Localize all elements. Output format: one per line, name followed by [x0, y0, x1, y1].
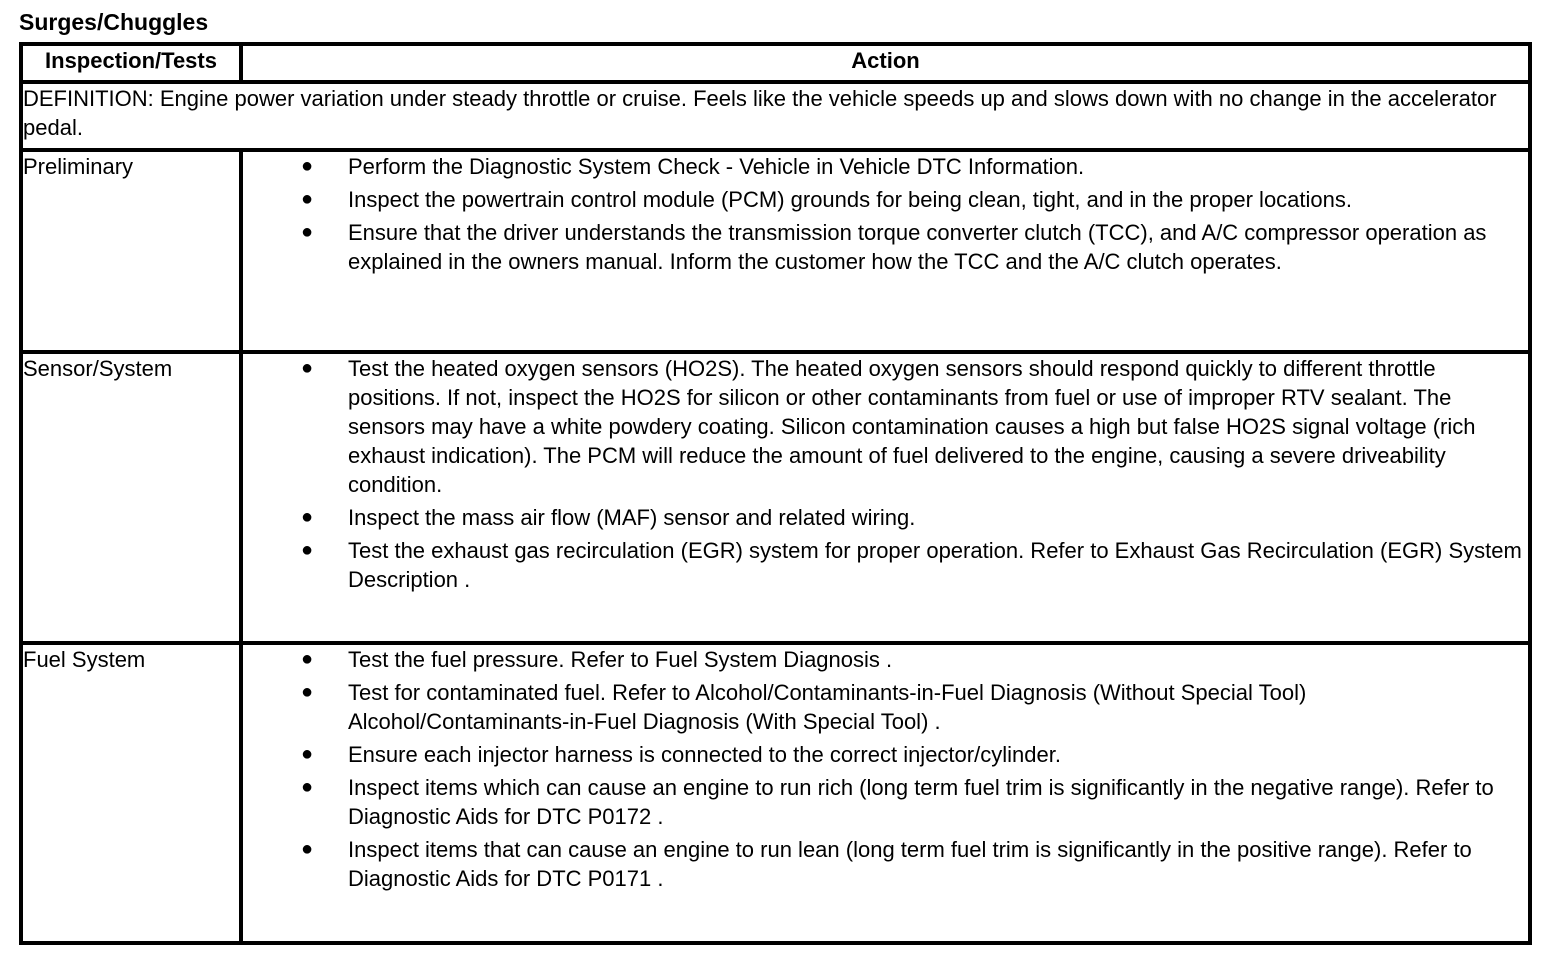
action-text: Ensure that the driver understands the transmission torque converter clutch (TCC), and A/C compressor operation as explained in the owners manual. Inform the customer how the TCC and the A/C clutch operates.	[348, 220, 1487, 274]
action-list	[243, 152, 1528, 276]
bullet-icon: ●	[301, 539, 314, 561]
table-row	[21, 643, 1530, 943]
list-item	[243, 678, 1528, 736]
bullet-icon: ●	[301, 838, 314, 860]
list-item	[243, 503, 1528, 532]
action-list	[243, 645, 1528, 893]
list-item	[243, 740, 1528, 769]
definition-row	[21, 82, 1530, 150]
row-label-sensor-system: Sensor/System	[21, 352, 241, 643]
row-actions-fuel-system	[241, 643, 1530, 943]
action-text: Inspect the powertrain control module (PCM) grounds for being clean, tight, and in the proper locations.	[348, 187, 1352, 212]
row-label-fuel-system: Fuel System	[21, 643, 241, 943]
action-text: Inspect items that can cause an engine to run lean (long term fuel trim is significantly in the positive range). Refer to Diagnostic Aids for DTC P0171 .	[348, 837, 1472, 891]
list-item	[243, 645, 1528, 674]
header-inspection-tests: Inspection/Tests	[21, 44, 241, 82]
list-item	[243, 354, 1528, 499]
bullet-icon: ●	[301, 188, 314, 210]
bullet-icon: ●	[301, 155, 314, 177]
action-text: Inspect the mass air flow (MAF) sensor and related wiring.	[348, 505, 916, 530]
row-actions-preliminary	[241, 150, 1530, 352]
bullet-icon: ●	[301, 221, 314, 243]
action-text: Test for contaminated fuel. Refer to Alcohol/Contaminants-in-Fuel Diagnosis (Without Special Tool) Alcohol/Contaminants-in-Fuel Diagnosis (With Special Tool) .	[348, 680, 1307, 734]
header-action: Action	[241, 44, 1530, 82]
list-item	[243, 152, 1528, 181]
list-item	[243, 536, 1528, 594]
bullet-icon: ●	[301, 506, 314, 528]
table-row	[21, 150, 1530, 352]
page-title: Surges/Chuggles	[19, 9, 209, 35]
action-list	[243, 354, 1528, 594]
list-item	[243, 218, 1528, 276]
row-actions-sensor-system	[241, 352, 1530, 643]
list-item	[243, 185, 1528, 214]
bullet-icon: ●	[301, 681, 314, 703]
bullet-icon: ●	[301, 357, 314, 379]
action-text: Ensure each injector harness is connected to the correct injector/cylinder.	[348, 742, 1061, 767]
action-text: Test the heated oxygen sensors (HO2S). The heated oxygen sensors should respond quickly to different throttle positions. If not, inspect the HO2S for silicon or other contaminants from fuel or use of improper RTV sealant. The sensors may have a white powdery coating. Silicon contamination causes a high but false HO2S signal voltage (rich exhaust indication). The PCM will reduce the amount of fuel delivered to the engine, causing a severe driveability condition.	[348, 356, 1476, 497]
table-row	[21, 352, 1530, 643]
definition-text: DEFINITION: Engine power variation under steady throttle or cruise. Feels like the vehicle speeds up and slows down with no change in the accelerator pedal.	[21, 82, 1530, 150]
list-item	[243, 835, 1528, 893]
bullet-icon: ●	[301, 776, 314, 798]
action-text: Perform the Diagnostic System Check - Vehicle in Vehicle DTC Information.	[348, 154, 1085, 179]
action-text: Inspect items which can cause an engine to run rich (long term fuel trim is significantly in the negative range). Refer to Diagnostic Aids for DTC P0172 .	[348, 775, 1494, 829]
bullet-icon: ●	[301, 648, 314, 670]
list-item	[243, 773, 1528, 831]
diagnosis-table	[19, 42, 1532, 945]
bullet-icon: ●	[301, 743, 314, 765]
action-text: Test the exhaust gas recirculation (EGR) system for proper operation. Refer to Exhaust Gas Recirculation (EGR) System Description .	[348, 538, 1522, 592]
row-label-preliminary: Preliminary	[21, 150, 241, 352]
header-row	[21, 44, 1530, 82]
action-text: Test the fuel pressure. Refer to Fuel System Diagnosis .	[348, 647, 893, 672]
